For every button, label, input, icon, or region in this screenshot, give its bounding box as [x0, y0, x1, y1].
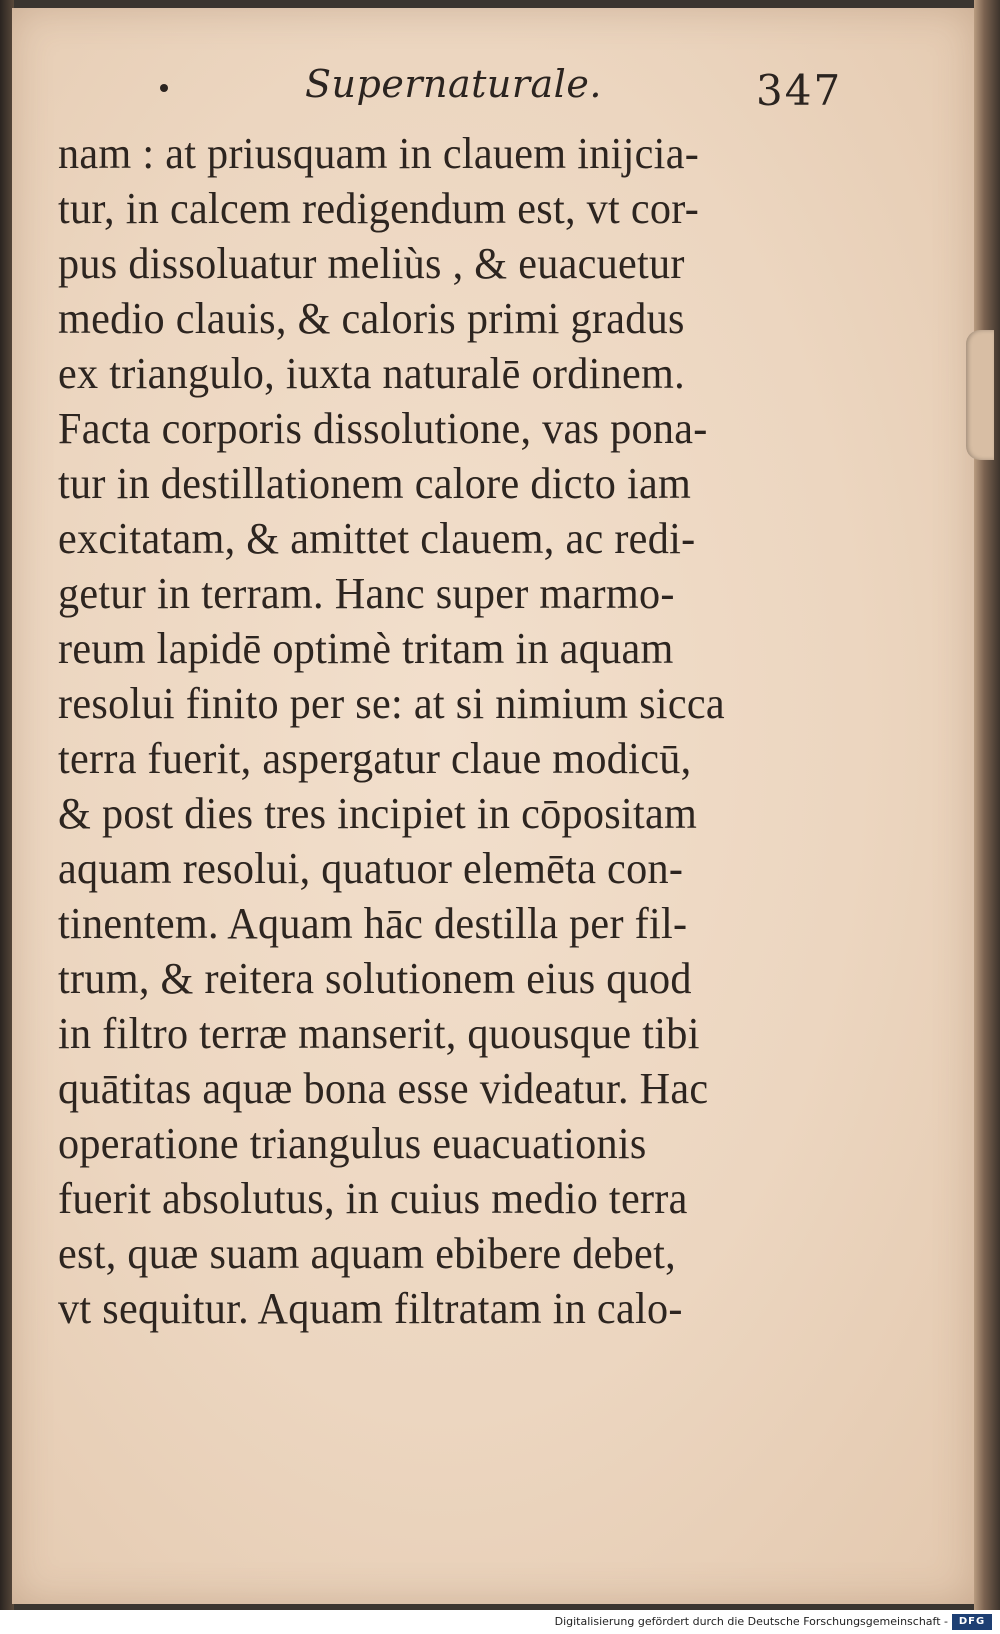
- page-header: [12, 62, 974, 122]
- text-line: Facta corporis dissolutione, vas pona-: [58, 404, 708, 453]
- text-line: excitatam, & amittet clauem, ac redi-: [58, 514, 696, 563]
- text-line: resolui finito per se: at si nimium sicca: [58, 679, 725, 728]
- running-title: Supernaturale.: [305, 62, 602, 106]
- header-ornament-dot: [160, 84, 168, 92]
- text-line: ex triangulo, iuxta naturalē ordinem.: [58, 349, 685, 398]
- text-line: in filtro terræ manserit, quousque tibi: [58, 1009, 700, 1058]
- text-line: getur in terram. Hanc super marmo-: [58, 569, 675, 618]
- text-line: trum, & reitera solutionem eius quod: [58, 954, 692, 1003]
- text-line: vt sequitur. Aquam filtratam in calo-: [58, 1284, 683, 1333]
- dfg-logo: DFG: [952, 1614, 992, 1630]
- text-line: fuerit absolutus, in cuius medio terra: [58, 1174, 688, 1223]
- text-line: operatione triangulus euacuationis: [58, 1119, 647, 1168]
- page-tab-notch: [966, 330, 994, 460]
- page-edge-right: [974, 0, 1000, 1610]
- text-line: tur, in calcem redigendum est, vt cor-: [58, 184, 700, 233]
- footer-bar: [0, 1610, 1000, 1634]
- funding-credit: Digitalisierung gefördert durch die Deutsche Forschungsgemeinschaft -: [554, 1615, 948, 1628]
- book-page: [12, 8, 974, 1604]
- text-line: aquam resolui, quatuor elemēta con-: [58, 844, 684, 893]
- text-line: tinentem. Aquam hāc destilla per fil-: [58, 899, 688, 948]
- text-line: reum lapidē optimè tritam in aquam: [58, 624, 674, 673]
- text-line: medio clauis, & caloris primi gradus: [58, 294, 685, 343]
- text-line: quātitas aquæ bona esse videatur. Hac: [58, 1064, 709, 1113]
- text-line: & post dies tres incipiet in cōpositam: [58, 789, 698, 838]
- body-text: [58, 126, 838, 1336]
- text-line: nam : at priusquam in clauem inijcia-: [58, 129, 700, 178]
- text-line: est, quæ suam aquam ebibere debet,: [58, 1229, 676, 1278]
- text-line: terra fuerit, aspergatur claue modicū,: [58, 734, 692, 783]
- page-number: 347: [756, 66, 843, 115]
- text-line: pus dissoluatur meliùs , & euacuetur: [58, 239, 685, 288]
- text-line: tur in destillationem calore dicto iam: [58, 459, 692, 508]
